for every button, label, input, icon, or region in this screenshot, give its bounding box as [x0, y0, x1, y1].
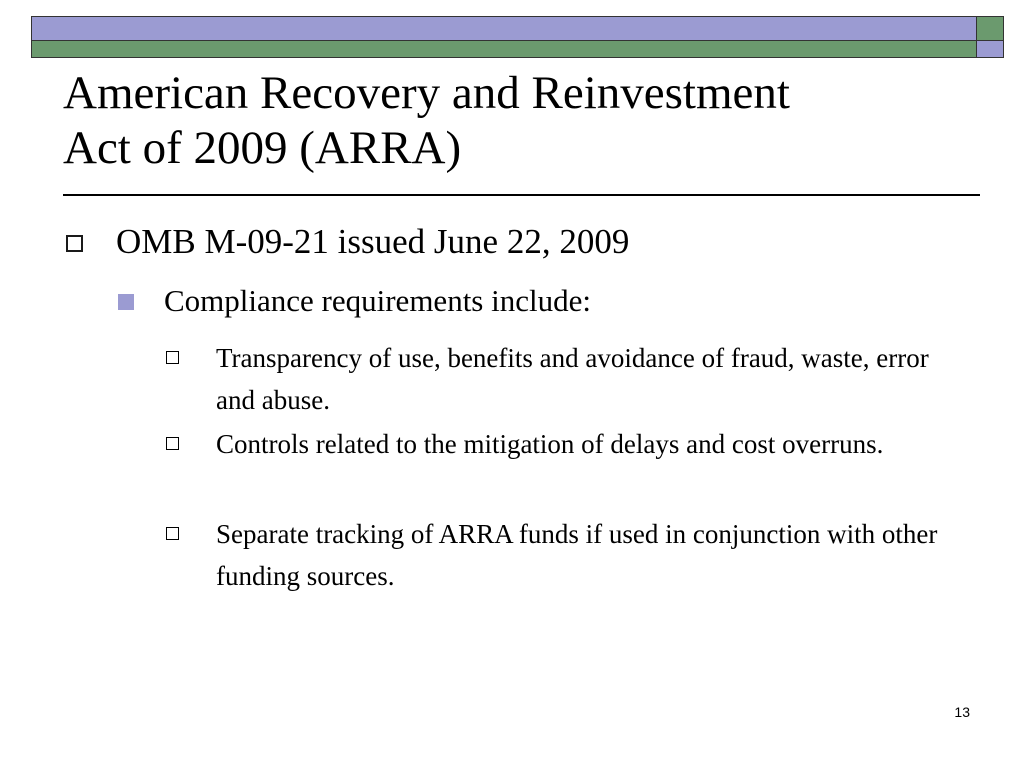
slide-title-line-1: American Recovery and Reinvestment — [63, 67, 790, 119]
slide-title-line-2: Act of 2009 (ARRA) — [63, 122, 462, 174]
bullet-level3-text: Transparency of use, benefits and avoidance of fraud, waste, error and abuse. — [216, 343, 929, 415]
bullet-level1-text: OMB M-09-21 issued June 22, 2009 — [116, 222, 630, 261]
small-hollow-square-icon — [166, 527, 179, 540]
header-band-top — [31, 16, 977, 41]
small-hollow-square-icon — [166, 351, 179, 364]
bullet-level3-item — [166, 423, 966, 511]
bullet-level3-text: Controls related to the mitigation of delays and cost overruns. — [216, 429, 884, 459]
header-square-bottom — [977, 41, 1004, 58]
bullet-level3-text: Separate tracking of ARRA funds if used in conjunction with other funding sources. — [216, 519, 938, 591]
title-divider — [63, 194, 980, 196]
hollow-square-icon — [66, 235, 83, 252]
small-hollow-square-icon — [166, 437, 179, 450]
bullet-level2 — [118, 282, 968, 322]
bullet-level3-item — [166, 513, 966, 601]
slide-title — [63, 66, 973, 176]
bullet-level3-item — [166, 337, 966, 425]
header-square-top — [977, 16, 1004, 41]
bullet-level2-text: Compliance requirements include: — [164, 283, 591, 318]
header-band-bottom — [31, 41, 977, 58]
bullet-level1 — [66, 221, 966, 265]
filled-square-icon — [118, 294, 134, 310]
slide-number: 13 — [954, 704, 970, 720]
